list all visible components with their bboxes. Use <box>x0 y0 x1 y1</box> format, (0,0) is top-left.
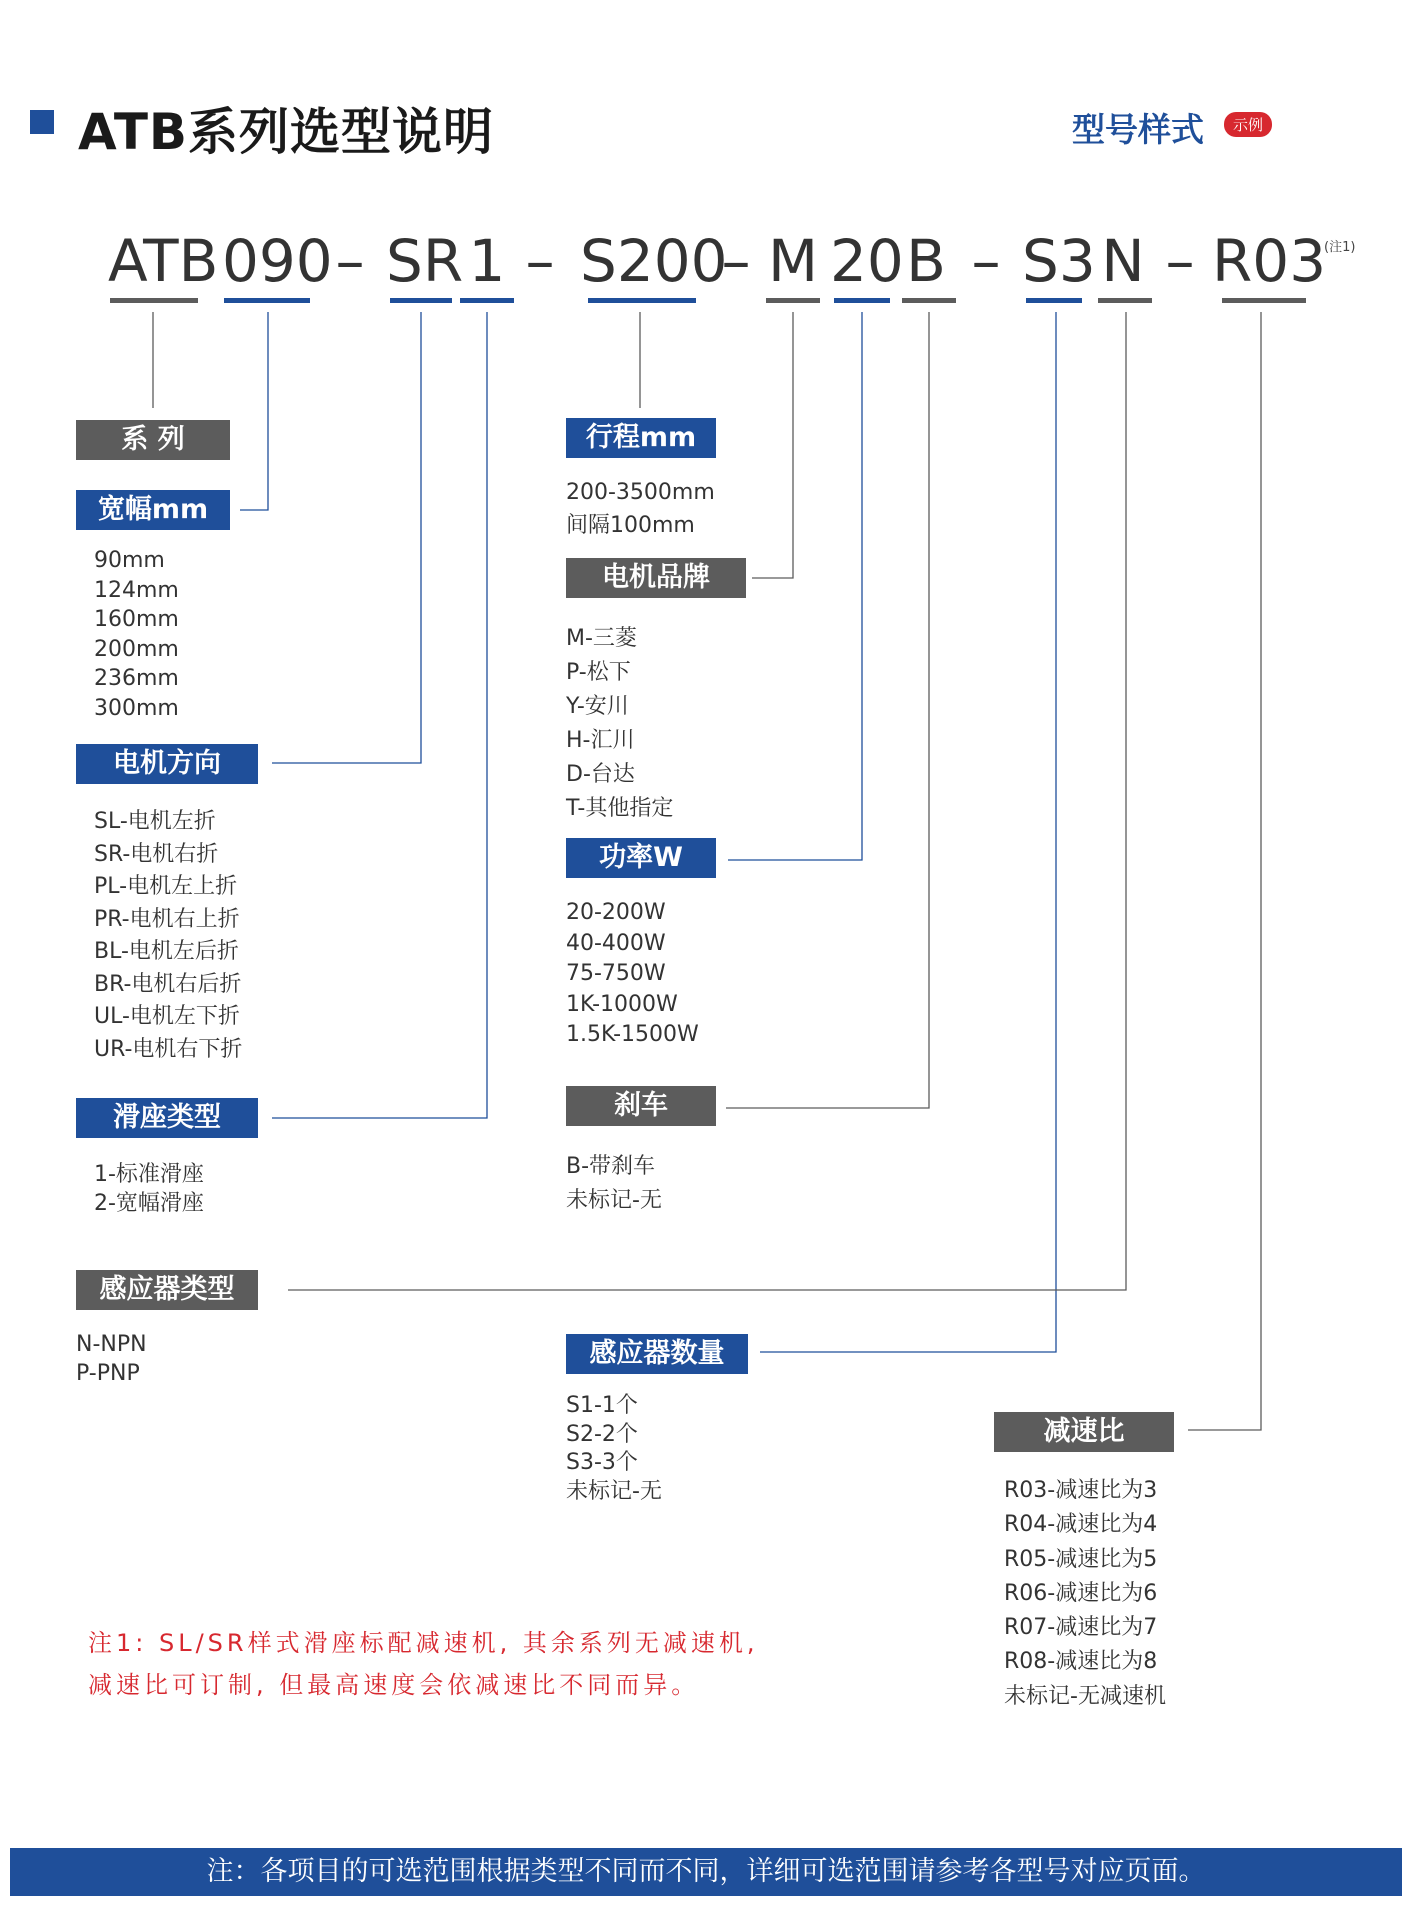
remark-note <box>88 1622 758 1706</box>
list-item: 1K-1000W <box>566 991 678 1017</box>
footer-note: 注：各项目的可选范围根据类型不同而不同，详细可选范围请参考各型号对应页面。 <box>10 1848 1402 1896</box>
label-series: 系 列 <box>76 420 230 460</box>
list-item: 未标记-无 <box>566 1478 662 1504</box>
list-item: 20-200W <box>566 900 666 925</box>
code-segment-sensor-count: S3 <box>1022 227 1096 295</box>
list-item: SL-电机左折 <box>94 809 216 834</box>
remark-line: 注1: SL/SR样式滑座标配减速机, 其余系列无减速机, <box>88 1629 759 1657</box>
note-reference: (注1) <box>1324 240 1356 255</box>
list-item: R04-减速比为4 <box>1004 1512 1158 1538</box>
power-list <box>566 898 699 1051</box>
sensor-type-list <box>76 1330 147 1388</box>
brake-list <box>566 1150 662 1218</box>
connector-sensor-count <box>760 312 1056 1352</box>
list-item: SR-电机右折 <box>94 841 219 867</box>
code-segment-width: 090 <box>222 227 333 295</box>
code-segment-brake: B <box>906 227 946 295</box>
list-item: Y-安川 <box>566 694 629 719</box>
list-item: 200-3500mm <box>566 480 715 505</box>
label-power: 功率W <box>566 838 716 878</box>
label-motor-brand: 电机品牌 <box>566 558 746 598</box>
list-item: 124mm <box>94 577 179 603</box>
sample-badge: 示例 <box>1224 112 1272 137</box>
list-item: PL-电机左上折 <box>94 874 238 899</box>
label-width: 宽幅mm <box>76 490 230 530</box>
code-dash: – <box>335 227 365 295</box>
list-item: R06-减速比为6 <box>1004 1580 1158 1606</box>
code-segment-motor-brand: M <box>768 227 819 295</box>
connector-reduction <box>1188 312 1261 1430</box>
list-item: 160mm <box>94 607 179 632</box>
list-item: S2-2个 <box>566 1421 638 1447</box>
list-item: 1-标准滑座 <box>94 1162 204 1187</box>
list-item: UL-电机左下折 <box>94 1004 240 1029</box>
connector-power <box>728 312 862 860</box>
list-item: S3-3个 <box>566 1450 638 1475</box>
code-segment-series: ATB <box>108 227 219 295</box>
code-segment-sensor-type: N <box>1101 227 1145 295</box>
list-item: BL-电机左后折 <box>94 939 239 964</box>
label-brake: 刹车 <box>566 1086 716 1126</box>
list-item: R08-减速比为8 <box>1004 1649 1158 1675</box>
code-segment-stroke: S200 <box>580 227 728 295</box>
list-item: N-NPN <box>76 1332 147 1357</box>
code-segment-slider-type: 1 <box>468 227 506 295</box>
connector-motor-brand <box>752 312 793 578</box>
list-item: 1.5K-1500W <box>566 1022 699 1047</box>
code-dash: – <box>721 227 751 295</box>
reduction-list <box>1004 1474 1166 1714</box>
list-item: PR-电机右上折 <box>94 906 240 932</box>
connector-brake <box>726 312 929 1108</box>
label-reduction: 减速比 <box>994 1412 1174 1452</box>
list-item: T-其他指定 <box>566 796 674 821</box>
label-stroke: 行程mm <box>566 418 716 458</box>
list-item: 90mm <box>94 548 165 573</box>
code-segment-motor-direction: SR <box>386 227 464 295</box>
motor-direction-list <box>94 806 242 1066</box>
list-item: R07-减速比为7 <box>1004 1615 1158 1641</box>
list-item: 200mm <box>94 636 179 662</box>
list-item: 40-400W <box>566 930 666 956</box>
stroke-list <box>566 476 715 542</box>
connector-width <box>240 312 268 510</box>
connector-slider-type <box>272 312 487 1118</box>
list-item: R05-减速比为5 <box>1004 1546 1158 1572</box>
list-item: R03-减速比为3 <box>1004 1478 1158 1503</box>
connector-sensor-type <box>288 312 1126 1290</box>
list-item: 75-750W <box>566 961 666 986</box>
list-item: P-PNP <box>76 1361 140 1386</box>
list-item: D-台达 <box>566 762 635 787</box>
list-item: UR-电机右下折 <box>94 1036 243 1062</box>
list-item: 300mm <box>94 695 179 721</box>
list-item: 间隔100mm <box>566 513 695 538</box>
label-motor-direction: 电机方向 <box>76 744 258 784</box>
list-item: 未标记-无 <box>566 1188 662 1213</box>
list-item: B-带刹车 <box>566 1154 656 1179</box>
list-item: 236mm <box>94 666 179 691</box>
label-sensor-type: 感应器类型 <box>76 1270 258 1310</box>
code-dash: – <box>1165 227 1195 295</box>
code-dash: – <box>525 227 555 295</box>
connector-motor-direction <box>272 312 421 763</box>
list-item: H-汇川 <box>566 728 635 753</box>
width-list <box>94 546 179 723</box>
list-item: 未标记-无减速机 <box>1004 1683 1166 1709</box>
code-segment-reduction: R03 <box>1212 227 1327 295</box>
code-dash: – <box>971 227 1001 295</box>
list-item: 2-宽幅滑座 <box>94 1191 204 1216</box>
list-item: S1-1个 <box>566 1393 638 1418</box>
label-sensor-count: 感应器数量 <box>566 1334 748 1374</box>
sample-label: 型号样式 <box>1072 110 1204 149</box>
slider-type-list <box>94 1160 204 1218</box>
page-title: ATB系列选型说明 <box>78 103 495 161</box>
motor-brand-list <box>566 622 673 826</box>
list-item: M-三菱 <box>566 626 637 651</box>
sensor-count-list <box>566 1392 662 1506</box>
code-segment-power: 20 <box>830 227 904 295</box>
label-slider-type: 滑座类型 <box>76 1098 258 1138</box>
list-item: BR-电机右后折 <box>94 971 242 997</box>
list-item: P-松下 <box>566 660 631 685</box>
remark-line: 减速比可订制, 但最高速度会依减速比不同而异。 <box>88 1671 700 1699</box>
